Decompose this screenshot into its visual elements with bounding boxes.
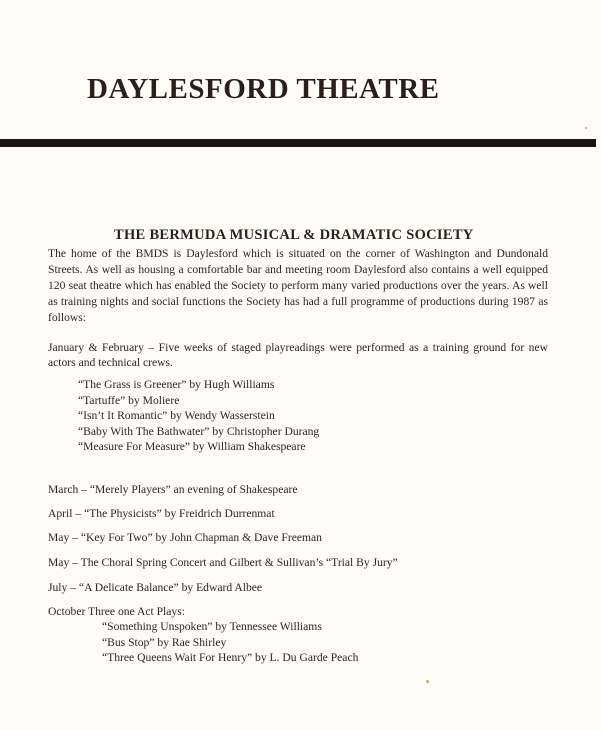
list-item: “Tartuffe” by Moliere bbox=[78, 393, 180, 407]
october-heading: October Three one Act Plays: bbox=[48, 605, 185, 618]
list-item: “Baby With The Bathwater” by Christopher Durang bbox=[78, 424, 320, 438]
schedule-entry-may-2: May – The Choral Spring Concert and Gilbert & Sullivan’s “Trial By Jury” bbox=[48, 556, 398, 569]
schedule-entry-march: March – “Merely Players” an evening of Shakespeare bbox=[48, 483, 298, 496]
list-item: “Measure For Measure” by William Shakespeare bbox=[78, 440, 306, 453]
list-item: “The Grass is Greener” by Hugh Williams bbox=[78, 378, 275, 391]
header-rule bbox=[0, 139, 596, 147]
list-item: “Something Unspoken” by Tennessee Williams bbox=[102, 620, 322, 633]
paper-speck bbox=[585, 127, 587, 129]
october-play-list bbox=[102, 619, 358, 666]
section-title: THE BERMUDA MUSICAL & DRAMATIC SOCIETY bbox=[114, 227, 474, 243]
list-item: “Isn’t It Romantic” by Wendy Wasserstein bbox=[78, 409, 275, 422]
intro-paragraph: The home of the BMDS is Daylesford which is situated on the corner of Washington and Dundonald Streets. As well as housing a comfortable bar and meeting room Daylesford also contains a well equipped 120 seat theatre which has enabled the Society to perform many varied productions over the years. As well as training nights and social functions the Society has had a full programme of productions during 1987 as follows: bbox=[48, 247, 548, 324]
schedule-entry-july: July – “A Delicate Balance” by Edward Albee bbox=[48, 581, 263, 594]
schedule-entry-may-1: May – “Key For Two” by John Chapman & Dave Freeman bbox=[48, 531, 322, 544]
paper-speck bbox=[426, 680, 429, 683]
list-item: “Bus Stop” by Rae Shirley bbox=[102, 635, 227, 649]
list-item: “Three Queens Wait For Henry” by L. Du Garde Peach bbox=[102, 651, 359, 664]
jan-feb-paragraph: January & February – Five weeks of staged playreadings were performed as a training ground for new actors and technical crews. bbox=[48, 341, 548, 369]
jan-feb-play-list bbox=[78, 377, 319, 455]
page-title: DAYLESFORD THEATRE bbox=[87, 73, 440, 105]
schedule-entry-april: April – “The Physicists” by Freidrich Durrenmat bbox=[48, 507, 275, 520]
